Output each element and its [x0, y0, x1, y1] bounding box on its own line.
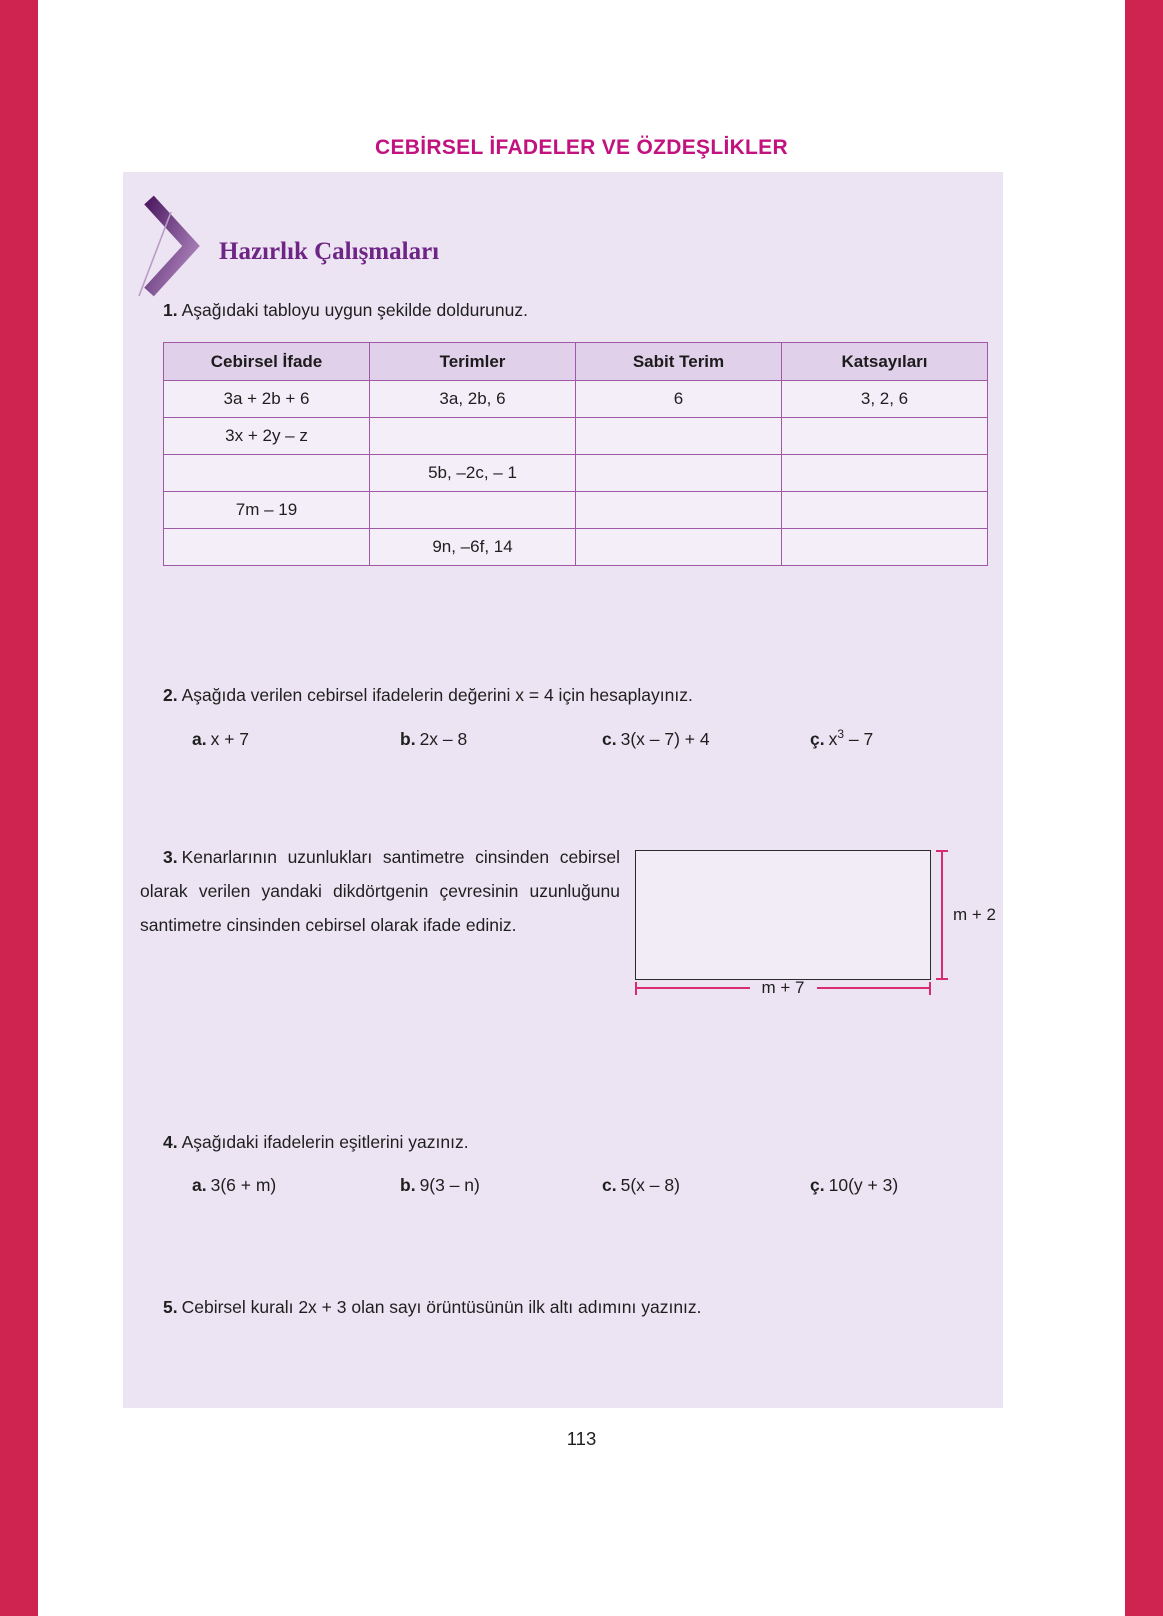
q1-col-header-katsayilari: Katsayıları — [782, 343, 988, 381]
table-cell: 6 — [576, 381, 782, 418]
rectangle-figure — [635, 850, 931, 980]
q1-col-header-sabit-terim: Sabit Terim — [576, 343, 782, 381]
question-1-number: 1. — [163, 300, 178, 320]
q4-item-b — [400, 1175, 480, 1196]
chapter-title: CEBİRSEL İFADELER VE ÖZDEŞLİKLER — [375, 136, 788, 159]
item-exponent: 3 — [837, 727, 845, 741]
height-label: m + 2 — [953, 905, 996, 924]
item-expression: 3(x – 7) + 4 — [620, 728, 710, 749]
item-label: ç. — [810, 728, 825, 749]
table-cell — [370, 418, 576, 455]
table-cell — [782, 492, 988, 529]
q2-item-c-cedilla — [810, 727, 873, 750]
question-3-number: 3. — [163, 847, 178, 867]
table-cell — [782, 418, 988, 455]
q2-item-c — [602, 727, 710, 750]
item-expression-rest: – 7 — [844, 728, 874, 749]
item-label: b. — [400, 728, 416, 749]
q1-table-header-row — [164, 343, 988, 381]
measure-line-segment — [817, 987, 930, 989]
left-page-border — [0, 0, 38, 1616]
question-2-number: 2. — [163, 685, 178, 705]
question-5-text: Cebirsel kuralı 2x + 3 olan sayı örüntüsünün ilk altı adımını yazınız. — [181, 1297, 702, 1317]
measure-line-segment — [637, 987, 750, 989]
table-cell: 5b, –2c, – 1 — [370, 455, 576, 492]
q1-col-header-cebirsel-ifade: Cebirsel İfade — [164, 343, 370, 381]
table-cell: 3, 2, 6 — [782, 381, 988, 418]
table-row — [164, 492, 988, 529]
q1-table — [163, 342, 988, 566]
question-4-number: 4. — [163, 1132, 178, 1152]
table-cell — [782, 529, 988, 566]
q4-item-a — [192, 1175, 276, 1196]
question-5 — [163, 1295, 702, 1319]
table-cell — [782, 455, 988, 492]
width-measure-line — [635, 978, 931, 997]
item-label: b. — [400, 1175, 416, 1195]
question-2-items — [123, 727, 1003, 757]
width-label: m + 7 — [761, 978, 805, 997]
item-expression: 10(y + 3) — [828, 1175, 899, 1195]
measure-line-vertical — [941, 850, 943, 980]
table-cell — [164, 455, 370, 492]
item-label: c. — [602, 1175, 617, 1195]
table-cell — [164, 529, 370, 566]
chevron-decoration-icon — [137, 194, 207, 298]
q1-col-header-terimler: Terimler — [370, 343, 576, 381]
question-4 — [163, 1130, 469, 1154]
item-expression: 3(6 + m) — [210, 1175, 277, 1195]
item-expression: 2x – 8 — [419, 728, 468, 749]
table-cell — [576, 418, 782, 455]
table-row — [164, 381, 988, 418]
page-number: 113 — [566, 1428, 597, 1449]
question-1 — [163, 298, 528, 322]
question-3-text: Kenarlarının uzunlukları santimetre cinsinden cebirsel olarak verilen yandaki dikdörtgenin çevresinin uzunluğunu santimetre cinsinden cebirsel olarak ifade ediniz. — [140, 847, 620, 935]
table-cell — [370, 492, 576, 529]
measure-tick — [929, 982, 931, 995]
table-row — [164, 529, 988, 566]
question-5-number: 5. — [163, 1297, 178, 1317]
item-expression: 9(3 – n) — [419, 1175, 480, 1195]
q2-item-b — [400, 727, 467, 750]
item-label: ç. — [810, 1175, 825, 1195]
table-cell — [576, 529, 782, 566]
table-cell — [576, 492, 782, 529]
item-expression: x — [828, 728, 838, 749]
table-row — [164, 418, 988, 455]
content-panel — [123, 172, 1003, 1408]
question-4-items — [123, 1175, 1003, 1205]
height-measure-line — [941, 850, 996, 980]
table-cell: 9n, –6f, 14 — [370, 529, 576, 566]
right-page-border — [1125, 0, 1163, 1616]
question-2 — [163, 683, 693, 707]
section-heading: Hazırlık Çalışmaları — [219, 238, 440, 265]
question-2-text: Aşağıda verilen cebirsel ifadelerin değerini x = 4 için hesaplayınız. — [181, 685, 693, 705]
item-expression: x + 7 — [210, 728, 250, 749]
table-cell: 3a, 2b, 6 — [370, 381, 576, 418]
q4-item-c-cedilla — [810, 1175, 898, 1196]
table-cell: 3a + 2b + 6 — [164, 381, 370, 418]
table-cell: 7m – 19 — [164, 492, 370, 529]
item-label: a. — [192, 728, 207, 749]
item-expression: 5(x – 8) — [620, 1175, 680, 1195]
table-cell — [576, 455, 782, 492]
table-cell: 3x + 2y – z — [164, 418, 370, 455]
q2-item-a — [192, 727, 249, 750]
item-label: c. — [602, 728, 617, 749]
question-3 — [140, 840, 620, 942]
question-4-text: Aşağıdaki ifadelerin eşitlerini yazınız. — [181, 1132, 469, 1152]
question-1-text: Aşağıdaki tabloyu uygun şekilde doldurunuz. — [181, 300, 528, 320]
q4-item-c — [602, 1175, 680, 1196]
table-row — [164, 455, 988, 492]
item-label: a. — [192, 1175, 207, 1195]
